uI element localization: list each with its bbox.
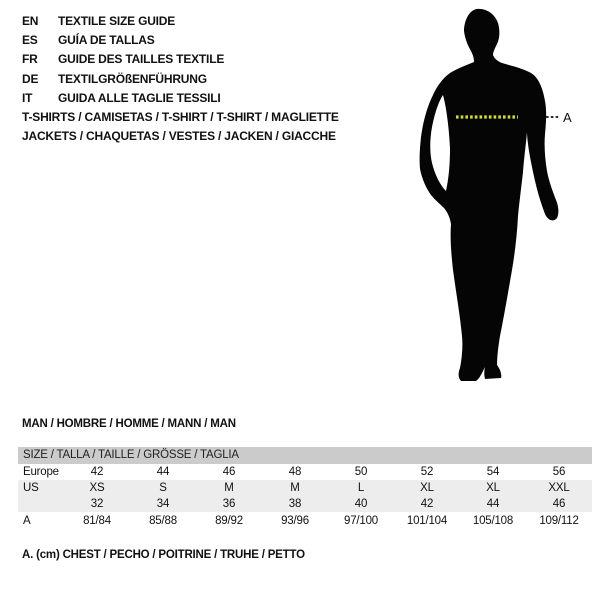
table-cell: 101/104 [406,515,448,527]
table-cell: XS [89,482,105,494]
table-cell: M [290,482,300,494]
language-row-de [22,69,224,88]
language-label: GUIDE DES TAILLES TEXTILE [58,52,225,67]
table-row-us [18,480,592,496]
language-code: IT [22,91,33,106]
table-cell: S [159,482,167,494]
language-list [22,11,224,108]
table-cell: 97/100 [344,515,378,527]
table-cell: 36 [222,498,236,510]
table-cell: 44 [156,466,170,478]
table-cell: 54 [486,466,500,478]
table-cell: 46 [222,466,236,478]
row-label: US [23,482,39,494]
table-cell: XXL [548,482,570,494]
table-cell: 109/112 [539,515,579,527]
language-row-fr [22,50,224,69]
language-code: ES [22,33,38,48]
table-cell: 40 [354,498,368,510]
language-row-en [22,11,224,30]
table-cell: 48 [288,466,302,478]
category-line-jackets: JACKETS / CHAQUETAS / VESTES / JACKEN / GIACCHE [22,128,336,143]
category-lines [22,108,339,145]
table-cell: 46 [552,498,566,510]
table-cell: 89/92 [215,515,243,527]
table-cell: 93/96 [281,515,309,527]
language-code: DE [22,71,39,86]
language-row-it [22,89,224,108]
table-cell: M [224,482,234,494]
table-cell: 42 [90,466,104,478]
size-table-header: SIZE / TALLA / TAILLE / GRÖSSE / TAGLIA [18,447,592,464]
man-silhouette-svg [390,0,600,410]
table-cell: 38 [288,498,302,510]
size-table [18,447,592,530]
language-label: TEXTILGRÖßENFÜHRUNG [58,71,207,86]
table-cell: 105/108 [472,515,514,527]
man-silhouette [420,9,559,381]
table-cell: L [357,482,365,494]
table-cell: 81/84 [83,515,111,527]
table-row-europe [18,464,592,480]
language-label: GUÍA DE TALLAS [58,33,155,48]
row-label: A [23,515,31,527]
table-row-chest-a [18,512,592,530]
row-label: Europe [23,466,59,478]
table-cell: 85/88 [149,515,177,527]
table-cell: XL [420,482,434,494]
table-cell: 52 [420,466,434,478]
table-cell: 50 [354,466,368,478]
table-cell: 42 [420,498,434,510]
language-row-es [22,30,224,49]
table-row-us-numeric [18,496,592,512]
section-title-man: MAN / HOMBRE / HOMME / MANN / MAN [22,418,236,430]
language-code: EN [22,13,39,28]
table-cell: 44 [486,498,500,510]
table-cell: 32 [90,498,104,510]
measure-label-a: A [563,110,572,125]
language-code: FR [22,52,38,67]
measure-footnote: A. (cm) CHEST / PECHO / POITRINE / TRUHE / PETTO [22,549,305,561]
figure-area [390,0,600,410]
language-label: TEXTILE SIZE GUIDE [58,13,176,28]
category-line-tshirts: T-SHIRTS / CAMISETAS / T-SHIRT / T-SHIRT / MAGLIETTE [22,110,339,124]
language-label: GUIDA ALLE TAGLIE TESSILI [58,91,221,106]
table-cell: XL [486,482,500,494]
table-cell: 34 [156,498,170,510]
table-cell: 56 [552,466,566,478]
